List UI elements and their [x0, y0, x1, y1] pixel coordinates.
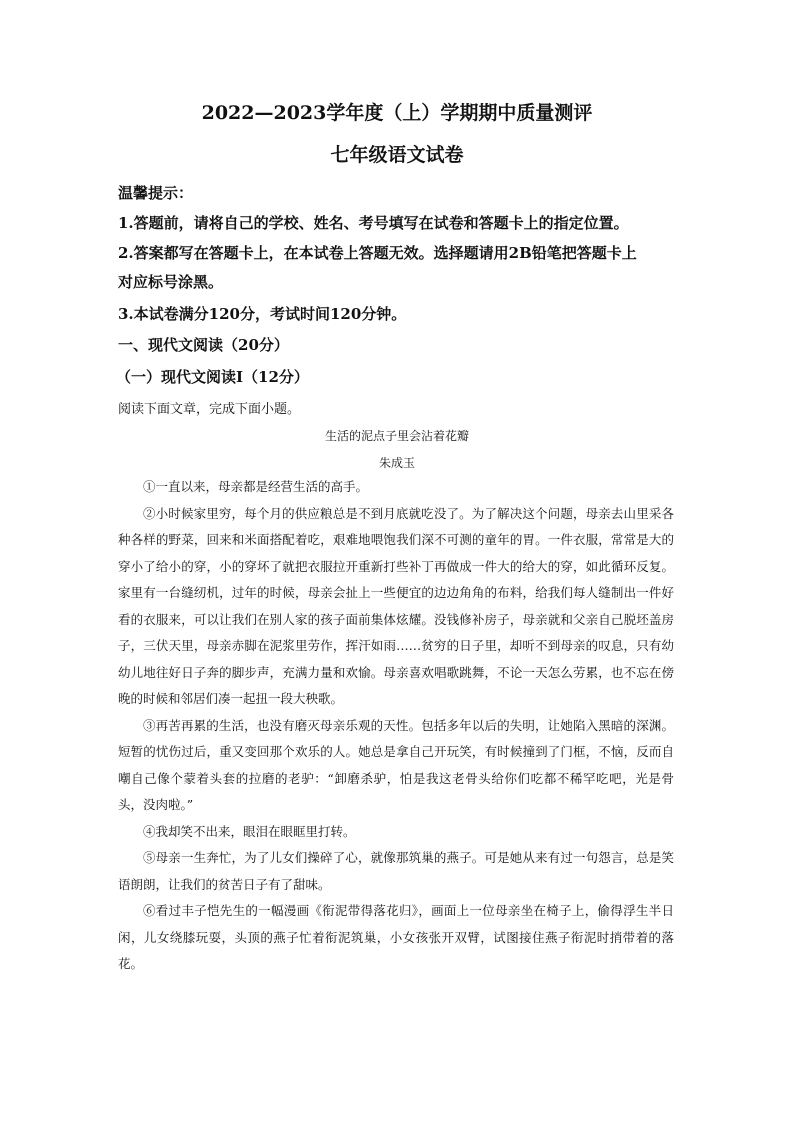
- article-paragraph: ③再苦再累的生活，也没有磨灭母亲乐观的天性。包括多年以后的失明，让她陷入黑暗的深渊。短暂的忧伤过后，重又变回那个欢乐的人。她总是拿自己开玩笑，有时候撞到了门框，不恼，反而自嘲自己像个蒙着头套的拉磨的老驴：“卸磨杀驴，怕是我这老骨头给你们吃都不稀罕吃吧，光是骨头，没肉啦。”: [118, 717, 674, 812]
- article-paragraph: ⑥看过丰子恺先生的一幅漫画《衔泥带得落花归》，画面上一位母亲坐在椅子上，偷得浮生半日闲，儿女绕膝玩耍，头顶的燕子忙着衔泥筑巢，小女孩张开双臂，试图接住燕子衔泥时捎带着的落花。: [118, 903, 674, 971]
- article-paragraph: ⑤母亲一生奔忙，为了儿女们操碎了心，就像那筑巢的燕子。可是她从来有过一句怨言，总是笑语朗朗，让我们的贫苦日子有了甜味。: [118, 850, 674, 892]
- exam-title: 2022—2023学年度（上）学期期中质量测评: [201, 102, 593, 124]
- article-body: [118, 474, 674, 978]
- article-author: 朱成玉: [378, 456, 415, 470]
- article-paragraph: ①一直以来，母亲都是经营生活的高手。: [143, 479, 369, 494]
- article-title: 生活的泥点子里会沾着花瓣: [324, 429, 469, 443]
- article-paragraph: ④我却笑不出来，眼泪在眼眶里打转。: [143, 823, 356, 839]
- reading-instruction: 阅读下面文章，完成下面小题。: [118, 402, 301, 417]
- subsection-title: （一）现代文阅读Ⅰ（12分）: [116, 368, 309, 386]
- article-paragraph: ②小时候家里穷，每个月的供应粮总是不到月底就吃没了。为了解决这个问题，母亲去山里采各种各样的野菜，回来和米面搭配着吃，艰难地喂饱我们深不可测的童年的胃。一件衣服，常常是大的穿小了给小的穿，小的穿坏了就把衣服拉开重新打些补丁再做成一件大的给大的穿，如此循环反复。家里有一台缝纫机，过年的时候，母亲会扯上一些便宜的边边角角的布料，给我们每人缝制出一件好看的衣服来，可以让我们在别人家的孩子面前集体炫耀。没钱修补房子，母亲就和父亲自己脱坯盖房子，三伏天里，母亲赤脚在泥浆里劳作，挥汗如雨……贫穷的日子里，却听不到母亲的叹息，只有幼幼儿地往好日子奔的脚步声，充满力量和欢愉。母亲喜欢唱歌跳舞，不论一天怎么劳累，也不忘在傍晚的时候和邻居们凑一起扭一段大秧歌。: [118, 505, 674, 706]
- notice-item-2-line-2: 对应标号涂黑。: [118, 273, 224, 291]
- notice-item-2-line-1: 2.答案都写在答题卡上，在本试卷上答题无效。选择题请用2B铅笔把答题卡上: [118, 244, 637, 262]
- section-title: 一、现代文阅读（20分）: [118, 336, 289, 354]
- exam-subtitle: 七年级语文试卷: [330, 144, 464, 166]
- notice-item-3: 3.本试卷满分120分，考试时间120分钟。: [118, 305, 407, 323]
- notice-item-1: 1.答题前，请将自己的学校、姓名、考号填写在试卷和答题卡上的指定位置。: [118, 214, 629, 232]
- notice-heading: 温馨提示：: [118, 184, 194, 202]
